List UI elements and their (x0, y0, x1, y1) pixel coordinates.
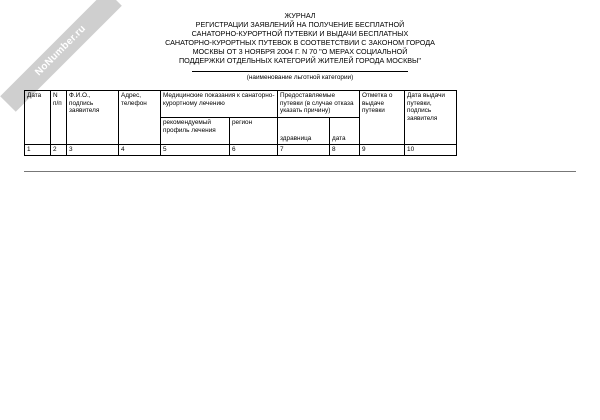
journal-subtitle-line-1: РЕГИСТРАЦИИ ЗАЯВЛЕНИЙ НА ПОЛУЧЕНИЕ БЕСПЛАТНОЙ (195, 20, 405, 29)
col-number-9: 9 (360, 145, 405, 156)
header-resort: здравница (278, 118, 330, 145)
col-number-7: 7 (278, 145, 330, 156)
col-number-1: 1 (25, 145, 51, 156)
journal-subtitle-line-4: МОСКВЫ ОТ 3 НОЯБРЯ 2004 Г. N 70 "О МЕРАХ СОЦИАЛЬНОЙ (192, 47, 408, 56)
header-profile: рекомендуемый профиль лечения (161, 118, 230, 145)
journal-table (24, 90, 457, 156)
watermark: NoNumber.ru (0, 0, 122, 112)
header-offered: Предоставляемые путевки (в случае отказа указать причину) (278, 91, 360, 118)
header-region: регион (230, 118, 278, 145)
col-number-6: 6 (230, 145, 278, 156)
header-fio: Ф.И.О., подпись заявителя (67, 91, 119, 145)
header-address: Адрес, телефон (119, 91, 161, 145)
journal-subtitle-line-2: САНАТОРНО-КУРОРТНОЙ ПУТЕВКИ И ВЫДАЧИ БЕСПЛАТНЫХ (191, 29, 409, 38)
col-number-10: 10 (405, 145, 457, 156)
category-blank-line (192, 71, 408, 72)
header-issue-mark: Отметка о выдаче путевки (360, 91, 405, 145)
journal-subtitle-line-5: ПОДДЕРЖКИ ОТДЕЛЬНЫХ КАТЕГОРИЙ ЖИТЕЛЕЙ ГОРОДА МОСКВЫ" (179, 56, 421, 65)
col-number-5: 5 (161, 145, 230, 156)
header-number: N п/п (51, 91, 67, 145)
col-number-3: 3 (67, 145, 119, 156)
journal-subtitle-line-3: САНАТОРНО-КУРОРТНЫХ ПУТЕВОК В СООТВЕТСТВИИ С ЗАКОНОМ ГОРОДА (165, 38, 435, 47)
category-caption: (наименование льготной категории) (246, 74, 354, 81)
header-medical: Медицинские показания к санаторно-курортному лечению (161, 91, 278, 118)
journal-title: ЖУРНАЛ (284, 11, 316, 20)
header-offered-date: дата (330, 118, 360, 145)
header-issue-date: Дата выдачи путевки, подпись заявителя (405, 91, 457, 145)
col-number-4: 4 (119, 145, 161, 156)
col-number-8: 8 (330, 145, 360, 156)
col-number-2: 2 (51, 145, 67, 156)
journal-header (150, 11, 450, 65)
header-date: Дата (25, 91, 51, 145)
page-divider (24, 171, 576, 172)
